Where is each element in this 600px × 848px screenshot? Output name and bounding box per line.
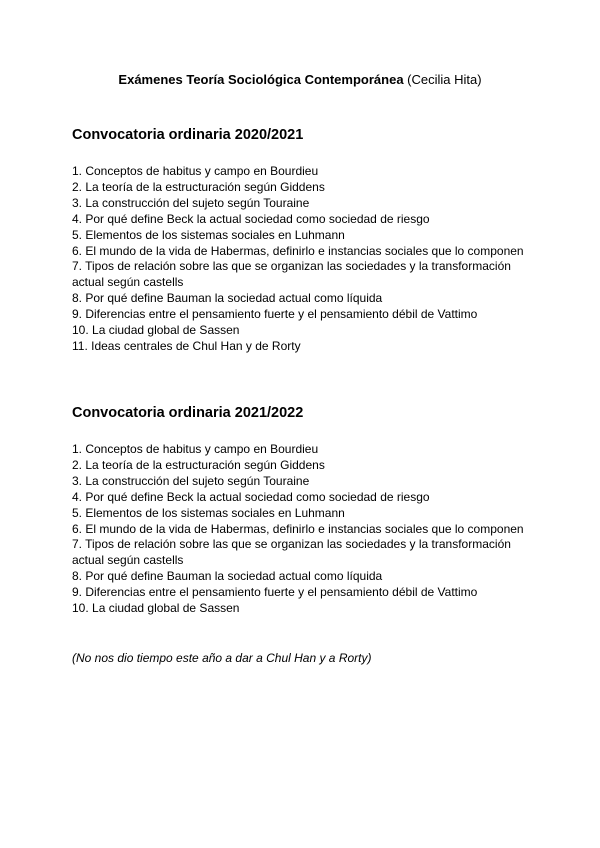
list-item: 7. Tipos de relación sobre las que se organizan las sociedades y la transformación actual según castells xyxy=(72,259,511,290)
list-item: 5. Elementos de los sistemas sociales en Luhmann xyxy=(72,505,345,520)
list-item: 3. La construcción del sujeto según Touraine xyxy=(72,473,310,488)
question-list-2020-2021 xyxy=(72,164,532,355)
list-item: 11. Ideas centrales de Chul Han y de Rorty xyxy=(72,338,301,353)
section-heading-2020-2021: Convocatoria ordinaria 2020/2021 xyxy=(72,127,304,143)
italic-note: (No nos dio tiempo este año a dar a Chul Han y a Rorty) xyxy=(72,651,372,665)
list-item: 2. La teoría de la estructuración según Giddens xyxy=(72,179,325,194)
list-item: 10. La ciudad global de Sassen xyxy=(72,323,240,338)
list-item: 8. Por qué define Bauman la sociedad actual como líquida xyxy=(72,569,383,584)
list-item: 9. Diferencias entre el pensamiento fuerte y el pensamiento débil de Vattimo xyxy=(72,307,478,322)
list-item: 3. La construcción del sujeto según Touraine xyxy=(72,195,310,210)
list-item: 7. Tipos de relación sobre las que se organizan las sociedades y la transformación actual según castells xyxy=(72,537,511,568)
title-text: Exámenes Teoría Sociológica Contemporánea xyxy=(118,72,404,87)
list-item: 6. El mundo de la vida de Habermas, definirlo e instancias sociales que lo componen xyxy=(72,521,524,536)
list-item: 1. Conceptos de habitus y campo en Bourdieu xyxy=(72,442,319,456)
question-list-2021-2022 xyxy=(72,442,532,617)
list-item: 4. Por qué define Beck la actual sociedad como sociedad de riesgo xyxy=(72,211,430,226)
author-name: (Cecilia Hita) xyxy=(407,72,482,87)
list-item: 2. La teoría de la estructuración según Giddens xyxy=(72,457,325,472)
list-item: 8. Por qué define Bauman la sociedad actual como líquida xyxy=(72,291,383,306)
list-item: 4. Por qué define Beck la actual sociedad como sociedad de riesgo xyxy=(72,489,430,504)
list-item: 10. La ciudad global de Sassen xyxy=(72,601,240,616)
list-item: 5. Elementos de los sistemas sociales en Luhmann xyxy=(72,227,345,242)
list-item: 6. El mundo de la vida de Habermas, definirlo e instancias sociales que lo componen xyxy=(72,243,524,258)
list-item: 1. Conceptos de habitus y campo en Bourdieu xyxy=(72,164,319,178)
list-item: 9. Diferencias entre el pensamiento fuerte y el pensamiento débil de Vattimo xyxy=(72,585,478,600)
section-heading-2021-2022: Convocatoria ordinaria 2021/2022 xyxy=(72,405,304,421)
document-title xyxy=(0,72,600,88)
